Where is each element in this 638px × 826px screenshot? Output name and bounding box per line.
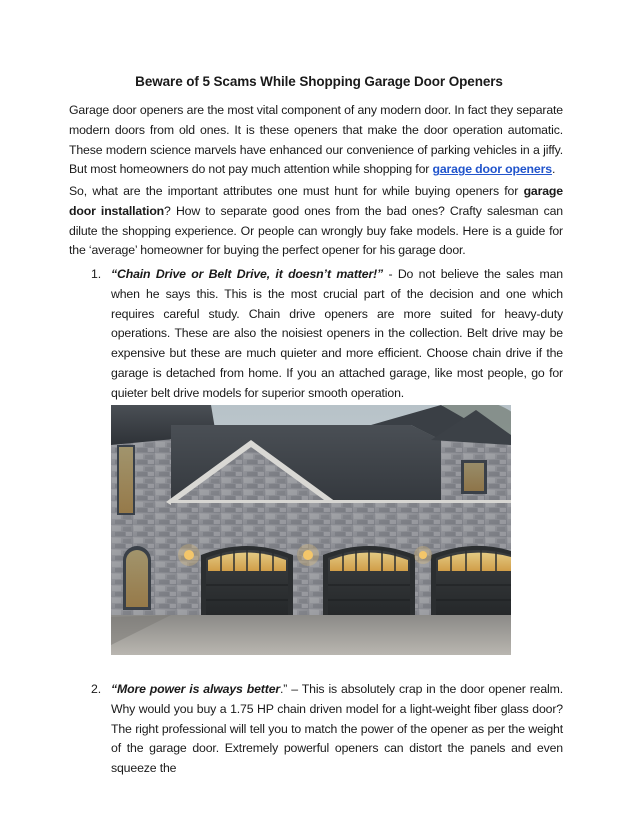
second-text-b: ? How to separate good ones from the bad ones? Crafty salesman can dilute the shopping experience. Or people can wrongly buy fake models. Here is a guide for the ‘average’ homeowner for buying the perfect opener for his garage door.: [69, 203, 563, 258]
list-number: 2.: [91, 682, 101, 696]
second-paragraph: [69, 182, 563, 261]
intro-text: Garage door openers are the most vital component of any modern door. In fact they separate modern doors from old ones. It is these openers that make the door operation automatic. These modern science marvels have enhanced our convenience of parking vehicles in a jiffy. But most homeowners do not pay much attention while shopping for: [69, 103, 563, 177]
intro-end: .: [551, 162, 556, 177]
list-item-text: - Do not believe the sales man when he says this. This is the most crucial part of the decision and one which requires careful study. Chain drive openers are more suited for heavy-duty operations. These are also the noisiest openers in the collection. Belt drive may be expensive but these are much quieter and more efficient. Choose chain drive if the garage is detached from home. If you an attached garage, like most people, go for quieter belt drive models for superior smooth operation.: [111, 267, 563, 400]
list-item-lead: “More power is always better: [111, 682, 281, 696]
list-item-text: – This is absolutely crap in the door opener realm. Why would you buy a 1.75 HP chain driven model for a light-weight fiber glass door? The right professional will tell you to match the power of the opener as per the weight of the garage door. Extremely powerful openers can distort the panels and even squeeze the: [111, 682, 564, 776]
garage-door-openers-link[interactable]: garage door openers: [432, 162, 552, 177]
intro-paragraph: [69, 101, 563, 180]
garage-door-installation-bold: garage door installation: [69, 184, 563, 218]
document-title: Beware of 5 Scams While Shopping Garage Door Openers: [135, 74, 503, 89]
list-item-lead: “Chain Drive or Belt Drive, it doesn’t matter!”: [111, 267, 384, 281]
list-number: 1.: [91, 267, 101, 281]
second-text-a: So, what are the important attributes one must hunt for while buying openers for: [69, 184, 524, 198]
garage-house-photo: [111, 405, 511, 655]
list-item: [91, 680, 564, 779]
list-item: [91, 265, 563, 404]
list-item-lead-end: .”: [280, 682, 292, 696]
